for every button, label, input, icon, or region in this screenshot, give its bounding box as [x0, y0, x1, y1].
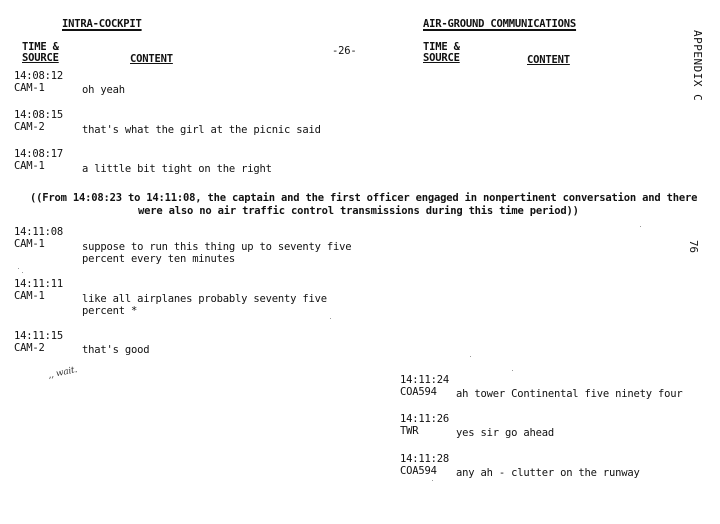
entry-content: yes sir go ahead	[456, 427, 554, 439]
entry-source: TWR	[400, 425, 419, 437]
left-content-header: CONTENT	[130, 53, 173, 65]
scan-speck	[470, 356, 471, 357]
right-content-header: CONTENT	[527, 54, 570, 66]
entry-content: percent *	[82, 305, 138, 317]
entry-time: 14:11:08	[14, 226, 63, 238]
nonpertinent-note-line1: ((From 14:08:23 to 14:11:08, the captain and the first officer engaged in nonpertinent conversation and there	[30, 192, 698, 204]
entry-content: suppose to run this thing up to seventy five	[82, 241, 352, 253]
appendix-label: APPENDIX C	[691, 30, 704, 102]
nonpertinent-note-line2: were also no air traffic control transmissions during this time period))	[138, 205, 579, 217]
right-source-label: SOURCE	[423, 52, 460, 64]
entry-source: CAM-2	[14, 121, 45, 133]
scan-speck	[640, 226, 641, 227]
entry-source: CAM-2	[14, 342, 45, 354]
entry-source: CAM-1	[14, 160, 45, 172]
scan-speck	[18, 268, 19, 269]
entry-source: CAM-1	[14, 82, 45, 94]
right-time-source-header	[423, 42, 460, 64]
entry-time: 14:08:15	[14, 109, 63, 121]
entry-content: ah tower Continental five ninety four	[456, 388, 683, 400]
intra-cockpit-heading: INTRA-COCKPIT	[62, 18, 142, 30]
entry-source: COA594	[400, 465, 437, 477]
entry-content: oh yeah	[82, 84, 125, 96]
entry-content: like all airplanes probably seventy five	[82, 293, 327, 305]
entry-content: percent every ten minutes	[82, 253, 236, 265]
entry-source: COA594	[400, 386, 437, 398]
left-time-label: TIME &	[22, 41, 59, 53]
folio-number: 76	[687, 240, 700, 253]
scan-speck	[330, 318, 331, 319]
right-time-label: TIME &	[423, 41, 460, 53]
entry-content: any ah - clutter on the runway	[456, 467, 640, 479]
page-number: -26-	[332, 45, 357, 57]
handwritten-scribble: ,, wait.	[47, 365, 79, 381]
entry-time: 14:08:17	[14, 148, 63, 160]
entry-content: that's good	[82, 344, 150, 356]
entry-time: 14:11:24	[400, 374, 449, 386]
entry-content: a little bit tight on the right	[82, 163, 272, 175]
scan-speck	[512, 370, 513, 371]
scan-speck	[22, 272, 23, 273]
air-ground-heading: AIR-GROUND COMMUNICATIONS	[423, 18, 577, 30]
entry-time: 14:11:28	[400, 453, 449, 465]
entry-time: 14:11:15	[14, 330, 63, 342]
scan-speck	[432, 480, 433, 481]
entry-time: 14:11:11	[14, 278, 63, 290]
entry-time: 14:08:12	[14, 70, 63, 82]
left-source-label: SOURCE	[22, 52, 59, 64]
entry-source: CAM-1	[14, 238, 45, 250]
left-time-source-header	[22, 42, 59, 64]
entry-source: CAM-1	[14, 290, 45, 302]
entry-time: 14:11:26	[400, 413, 449, 425]
entry-content: that's what the girl at the picnic said	[82, 124, 321, 136]
